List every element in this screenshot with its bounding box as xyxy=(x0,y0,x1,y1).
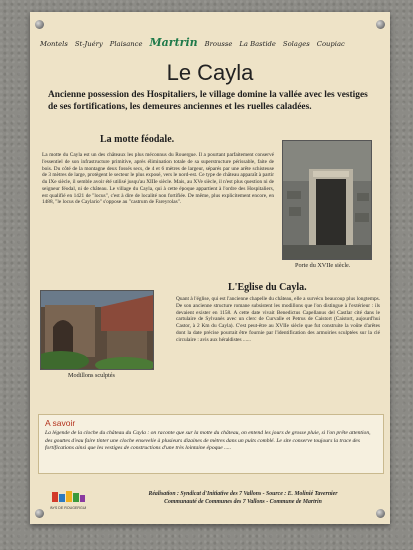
screw-icon xyxy=(35,20,44,29)
village-name-highlighted: Martrin xyxy=(149,36,198,49)
credits-line: Communauté de Communes des 7 Vallons - Commune de Martrin xyxy=(164,499,322,506)
church-photo xyxy=(40,290,154,370)
information-panel xyxy=(30,12,390,524)
village-name: Coupiac xyxy=(316,40,345,48)
section-text-eglise: Quant à l'église, qui est l'ancienne chapelle du château, elle a survécu beaucoup plus longtemps. De son ancienne structure romane subsistent les modillons que l'on distingue à l'extérieur : ils devaient exister en 1158. A cette date vivait Benedictus Capellanus del Castlar cité dans le cartulaire de Sylvanès avec un clerc de Curvalle et Petrus de Caistort (Caistort, aujourd'hui Castor, à 2 Km du Cayla). C'est peut-être au XVIIe siècle que fut construite la voûte d'arêtes dont la date précise pourrait être fournie par l'identification des armoiries sculptées sur la clé circulaire : avis aux héraldistes ...... xyxy=(176,296,380,343)
credits-line: Réalisation : Syndicat d'Initiative des 7 Vallons - Source : E. Molinié Tavernier xyxy=(148,491,338,497)
pays-de-rouergue-logo xyxy=(50,490,86,512)
village-name: Plaisance xyxy=(109,40,143,48)
village-name: La Bastide xyxy=(239,40,276,48)
did-you-know-title: A savoir xyxy=(45,418,76,428)
church-photo-caption: Modillons sculptés xyxy=(68,372,115,379)
screw-icon xyxy=(35,509,44,518)
intro-text: Ancienne possession des Hospitaliers, le village domine la vallée avec les vestiges de ses fortifications, les demeures anciennes et les ruelles caladées. xyxy=(48,90,368,112)
village-name: Solages xyxy=(282,40,310,48)
villages-bar xyxy=(40,36,380,49)
section-text-motte: La motte du Cayla est un des châteaux les plus méconnus du Rouergue. Il a pourtant parfaitement conservé l'essentiel de son infrastructure primitive, après élimination totale de sa superstructure périssable, faite de bois. Du côté de la montagne deux fossés secs, de 4 et 6 mètres de largeur, séparés par une arête schisteuse de 3 mètres de large, protègent le secteur le plus exposé, vers le nord-est. Ce type de château apparaît à partir du IXe siècle, il semble avoir été utilisé jusqu'au XIIIe siècle. Mais, au XVe siècle, il n'est plus question ni de seigneur féodal, ni de château. Le village du Cayla, qui à cette époque appartient à l'ordre des Hospitaliers, est qualifié en 1421 de "locus", c'est à dire de localité non fortifiée. De même, plus explicitement encore, en 1488, "le locus de Caylario" s'oppose au "castrum de Fareyrolas". xyxy=(42,152,274,206)
page-title: Le Cayla xyxy=(166,60,254,85)
did-you-know-text: La légende de la cloche du château du Cayla : on raconte que sur la motte du château, on entend les jours de grosse pluie, si l'on prête attention, des gouttes d'eau faire tinter une cloche ensevelie à plusieurs dizaines de mètres dans un puits comblé. Le site conserve toujours la trace des fortifications ainsi que les vestiges de constructions d'une très lointaine époque ..... xyxy=(45,430,371,452)
village-name: St-Juéry xyxy=(74,40,103,48)
section-heading-eglise: L'Eglise du Cayla. xyxy=(228,282,307,293)
screw-icon xyxy=(376,20,385,29)
screw-icon xyxy=(376,509,385,518)
section-heading-motte: La motte féodale. xyxy=(100,134,175,145)
logo-text: PAYS DE ROUGERGUE xyxy=(50,506,86,510)
village-name: Montels xyxy=(40,40,68,48)
did-you-know-box xyxy=(38,414,384,474)
village-name: Brousse xyxy=(204,40,233,48)
door-photo-caption: Porte du XVIIe siècle. xyxy=(295,262,351,269)
door-photo xyxy=(282,140,372,260)
credits xyxy=(98,490,388,507)
